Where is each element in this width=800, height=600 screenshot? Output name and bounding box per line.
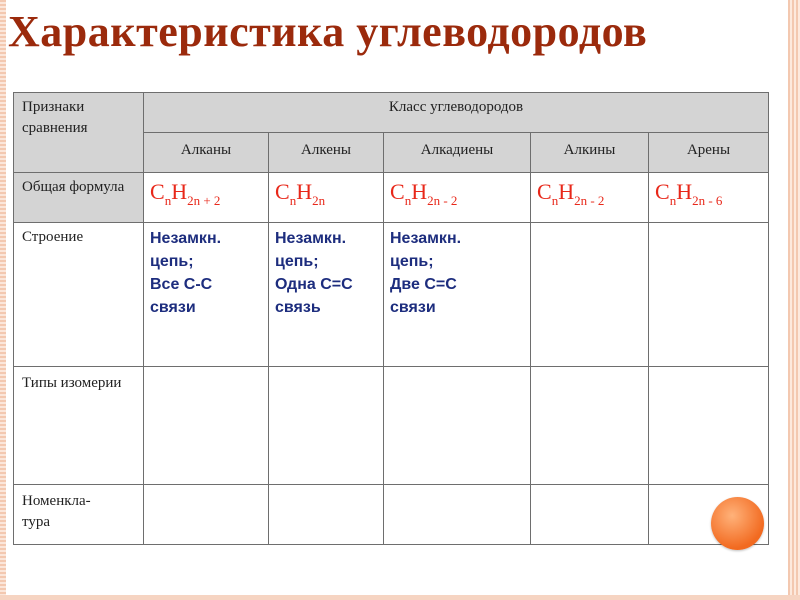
structure-cell-empty: [531, 223, 649, 367]
column-header-alkanes: Алканы: [180, 142, 232, 158]
formula-c-sub: n: [404, 193, 412, 208]
empty-cell: [144, 367, 269, 485]
row-label-cell: [14, 223, 144, 367]
structure-line: Все С-С: [150, 276, 213, 293]
structure-cell: [269, 223, 384, 367]
formula-h-sub: 2n + 2: [187, 193, 221, 208]
empty-cell: [269, 367, 384, 485]
structure-line: цепь;: [275, 253, 319, 270]
row-label-isomerism: Типы изомерии: [22, 375, 122, 391]
formula-c-sub: n: [551, 193, 559, 208]
structure-line: цепь;: [390, 253, 434, 270]
formula-cell: [144, 173, 269, 223]
column-header-cell: [384, 133, 531, 173]
slide-border-bottom: [0, 595, 800, 600]
formula-c-sub: n: [669, 193, 677, 208]
slide-title: Характеристика углеводородов: [8, 7, 648, 56]
header-row-top: [14, 93, 769, 133]
column-header-cell: [531, 133, 649, 173]
formula-h-sub: 2n - 2: [427, 193, 458, 208]
corner-label: Признаки сравнения: [22, 99, 88, 136]
formula-h: H: [558, 179, 575, 204]
slide-border-right: [788, 0, 800, 600]
formula-c: C: [537, 179, 552, 204]
formula-alkenes: [269, 173, 383, 209]
empty-cell: [144, 485, 269, 545]
column-header-cell: [649, 133, 769, 173]
structure-cell-empty: [649, 223, 769, 367]
formula-h-sub: 2n: [312, 193, 326, 208]
structure-line: Незамкн.: [390, 230, 462, 247]
formula-h: H: [676, 179, 693, 204]
formula-alkanes: [144, 173, 268, 209]
row-label-structure: Строение: [22, 229, 84, 245]
structure-line: связи: [150, 299, 196, 316]
formula-h-sub: 2n - 2: [574, 193, 605, 208]
structure-alkadienes: [384, 223, 530, 319]
formula-c: C: [150, 179, 165, 204]
structure-line: Одна С=С: [275, 276, 353, 293]
table-row-isomerism: [14, 367, 769, 485]
formula-cell: [649, 173, 769, 223]
row-label-cell: [14, 367, 144, 485]
row-label-formula: Общая формула: [22, 179, 125, 195]
hydrocarbons-table: [13, 92, 769, 545]
formula-cell: [384, 173, 531, 223]
formula-c: C: [390, 179, 405, 204]
row-label-cell: [14, 173, 144, 223]
corner-cell: [14, 93, 144, 173]
class-header: Класс углеводородов: [388, 99, 524, 115]
class-header-cell: [144, 93, 769, 133]
decorative-orange-circle: [711, 497, 764, 550]
empty-cell: [384, 485, 531, 545]
formula-cell: [531, 173, 649, 223]
structure-alkenes: [269, 223, 383, 319]
empty-cell: [384, 367, 531, 485]
structure-line: Незамкн.: [150, 230, 222, 247]
table-row-formula: [14, 173, 769, 223]
structure-line: Две С=С: [390, 276, 457, 293]
formula-alkadienes: [384, 173, 530, 209]
structure-cell: [384, 223, 531, 367]
structure-line: связь: [275, 299, 321, 316]
row-label-nomenclature: Номенкла-тура: [22, 493, 91, 530]
formula-h-sub: 2n - 6: [692, 193, 723, 208]
structure-line: цепь;: [150, 253, 194, 270]
formula-h: H: [171, 179, 188, 204]
formula-alkynes: [531, 173, 648, 209]
column-header-alkenes: Алкены: [301, 142, 351, 158]
column-header-alkadienes: Алкадиены: [420, 142, 494, 158]
table-row-structure: [14, 223, 769, 367]
column-header-arenes: Арены: [686, 142, 731, 158]
structure-alkanes: [144, 223, 268, 319]
formula-c-sub: n: [164, 193, 172, 208]
empty-cell: [531, 367, 649, 485]
formula-arenes: [649, 173, 768, 209]
formula-h: H: [296, 179, 313, 204]
formula-c: C: [275, 179, 290, 204]
formula-h: H: [411, 179, 428, 204]
formula-c-sub: n: [289, 193, 297, 208]
structure-line: Незамкн.: [275, 230, 347, 247]
formula-c: C: [655, 179, 670, 204]
column-header-alkynes: Алкины: [563, 142, 616, 158]
formula-cell: [269, 173, 384, 223]
empty-cell: [269, 485, 384, 545]
empty-cell: [531, 485, 649, 545]
column-header-cell: [144, 133, 269, 173]
row-label-cell: [14, 485, 144, 545]
slide-border-left: [0, 0, 6, 600]
column-header-cell: [269, 133, 384, 173]
structure-line: связи: [390, 299, 436, 316]
empty-cell: [649, 367, 769, 485]
table-row-nomenclature: [14, 485, 769, 545]
structure-cell: [144, 223, 269, 367]
